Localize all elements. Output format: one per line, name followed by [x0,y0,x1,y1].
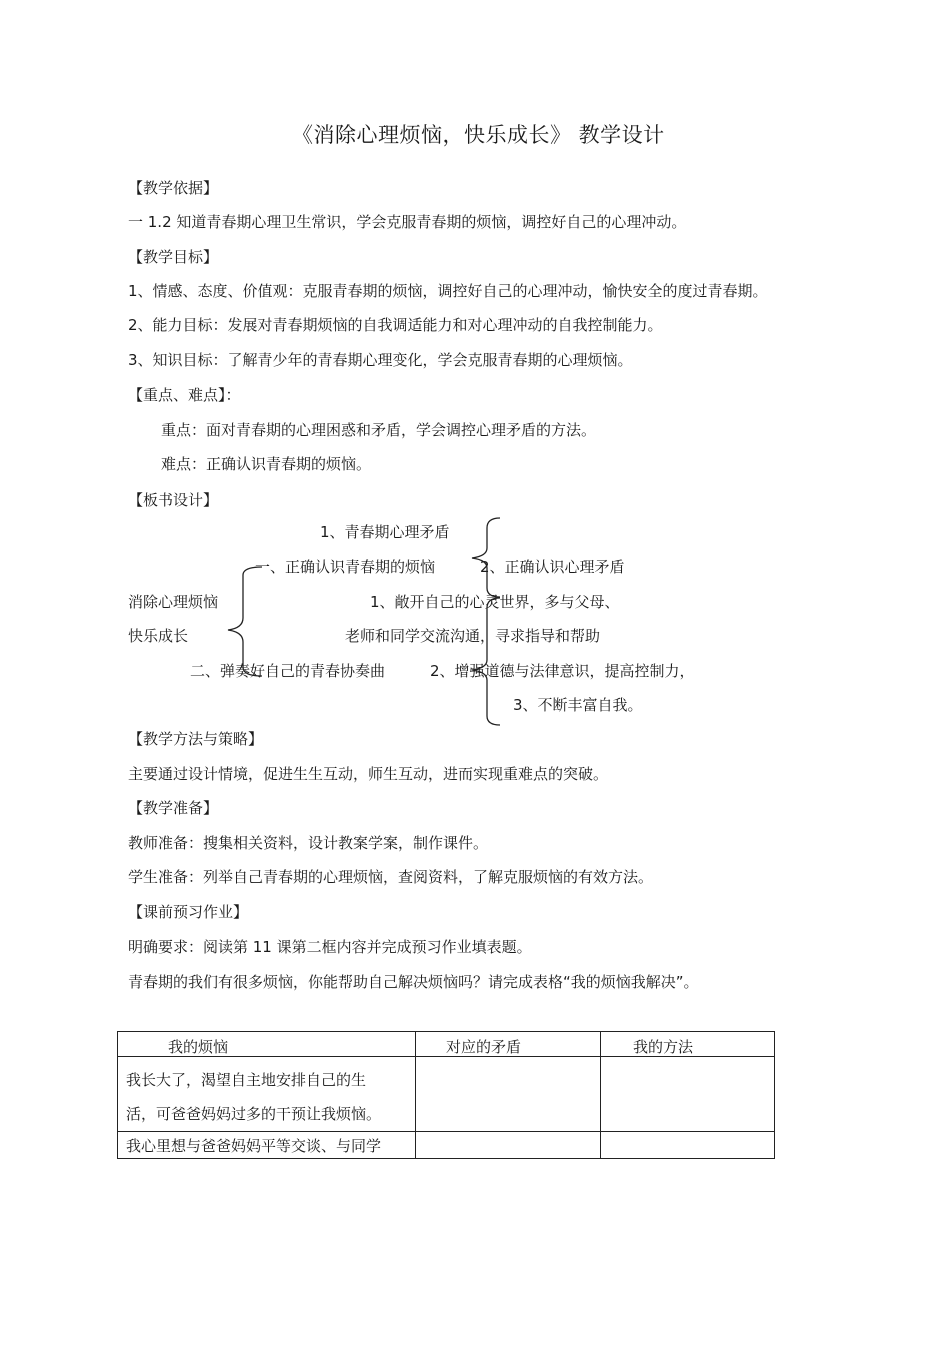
table-cell[interactable] [601,1057,775,1132]
table-header: 我的方法 [601,1032,775,1057]
cell-line: 我心里想与爸爸妈妈平等交谈、与同学 [126,1137,382,1155]
table-cell[interactable] [601,1132,775,1159]
keypoints-heading: 【重点、难点】： [128,386,241,404]
branch1-item1: 1、青春期心理矛盾 [320,523,450,541]
basis-heading: 【教学依据】 [128,179,219,197]
method-text: 主要通过设计情境，促进生生互动，师生互动，进而实现重难点的突破。 [128,765,609,783]
table-header: 对应的矛盾 [416,1032,601,1057]
branch1-brace [472,518,500,597]
board-root-line1: 消除心理烦恼 [128,593,219,611]
prep-student: 学生准备：列举自己青春期的心理烦恼，查阅资料，了解克服烦恼的有效方法。 [128,868,654,886]
homework-intro: 青春期的我们有很多烦恼，你能帮助自己解决烦恼吗？请完成表格“我的烦恼我解决”。 [128,973,699,991]
branch2-item2: 2、增强道德与法律意识，提高控制力， [430,662,695,680]
keypoint-difficult: 难点：正确认识青春期的烦恼。 [161,455,372,473]
main-brace [228,567,262,676]
branch1-label: 一、正确认识青春期的烦恼 [255,558,436,576]
table-cell [118,1132,416,1159]
branch1-item2: 2、正确认识心理矛盾 [480,558,625,576]
branch2-label: 二、弹奏好自己的青春协奏曲 [190,662,386,680]
branch2-item3: 3、不断丰富自我。 [513,696,643,714]
board-heading: 【板书设计】 [128,491,219,509]
branch2-item1-line1: 1、敞开自己的心灵世界，多与父母、 [370,593,620,611]
branch2-item1-line2: 老师和同学交流沟通，寻求指导和帮助 [345,627,601,645]
goal-item-1: 1、情感、态度、价值观：克服青春期的烦恼，调控好自己的心理冲动，愉快安全的度过青春期。 [128,282,768,300]
page-title: 《消除心理烦恼，快乐成长》 教学设计 [292,123,665,147]
keypoint-key: 重点：面对青春期的心理困惑和矛盾，学会调控心理矛盾的方法。 [161,421,597,439]
goal-item-2: 2、能力目标：发展对青春期烦恼的自我调适能力和对心理冲动的自我控制能力。 [128,316,663,334]
goal-item-3: 3、知识目标：了解青少年的青春期心理变化，学会克服青春期的心理烦恼。 [128,351,633,369]
table-row [118,1057,775,1132]
table-cell [118,1057,416,1132]
cell-line: 活，可爸爸妈妈过多的干预让我烦恼。 [126,1105,382,1123]
table-cell[interactable] [416,1132,601,1159]
table-header: 我的烦恼 [118,1032,416,1057]
homework-table [117,1031,775,1159]
prep-teacher: 教师准备：搜集相关资料，设计教案学案，制作课件。 [128,834,489,852]
homework-heading: 【课前预习作业】 [128,903,249,921]
basis-text: 一 1.2 知道青春期心理卫生常识，学会克服青春期的烦恼，调控好自己的心理冲动。 [128,213,687,231]
method-heading: 【教学方法与策略】 [128,730,264,748]
prep-heading: 【教学准备】 [128,799,219,817]
table-row [118,1132,775,1159]
branch2-brace [472,598,500,725]
homework-requirement: 明确要求：阅读第 11 课第二框内容并完成预习作业填表题。 [128,938,532,956]
table-header-row [118,1032,775,1057]
board-root-line2: 快乐成长 [128,627,189,645]
cell-line: 我长大了，渴望自主地安排自己的生 [126,1071,367,1089]
table-cell[interactable] [416,1057,601,1132]
goals-heading: 【教学目标】 [128,248,219,266]
